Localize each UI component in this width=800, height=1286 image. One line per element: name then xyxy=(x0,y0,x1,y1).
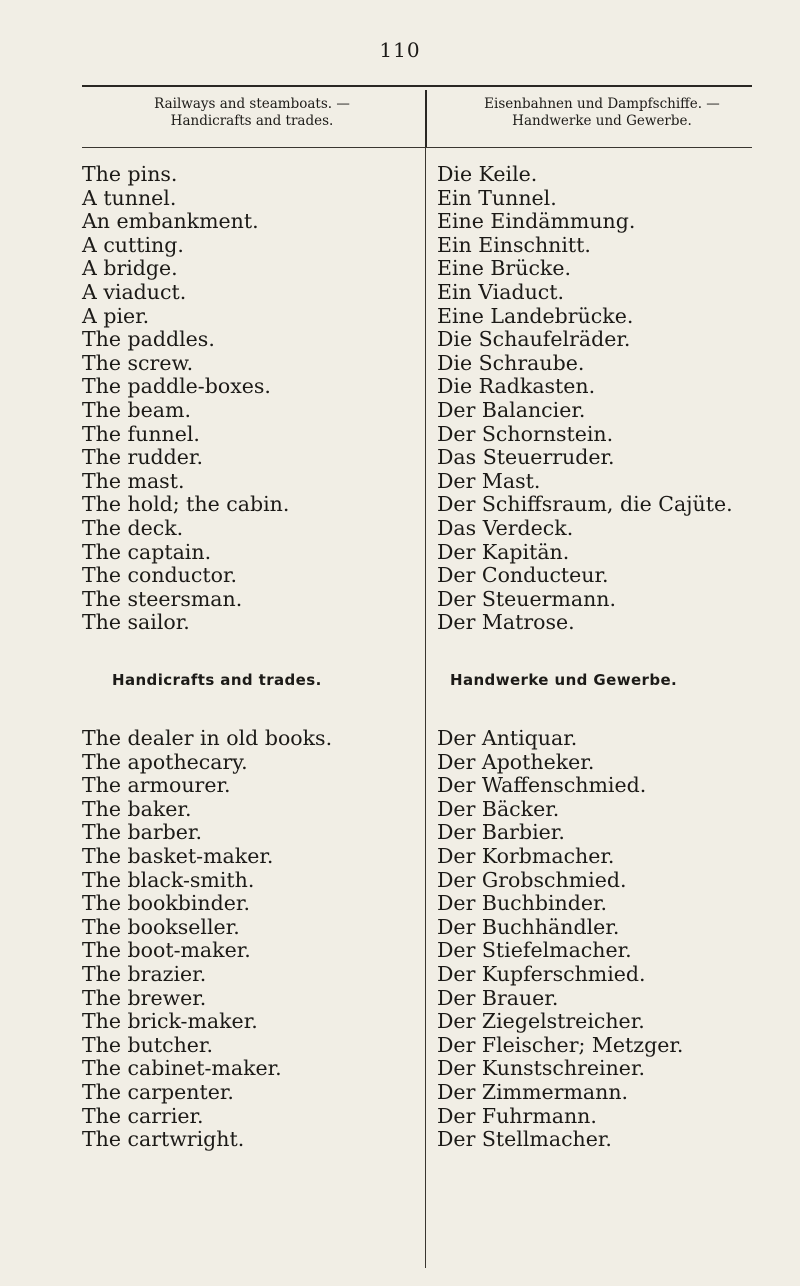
german-term: Der Schiffsraum, die Cajüte. xyxy=(437,492,733,517)
german-term: Der Bäcker. xyxy=(437,796,560,821)
header-divider xyxy=(425,90,427,148)
german-term: Der Grobschmied. xyxy=(437,867,627,892)
english-term: The armourer. xyxy=(82,773,231,798)
german-term: Eine Landebrücke. xyxy=(437,303,634,328)
english-term: The baker. xyxy=(82,796,192,821)
running-header-english xyxy=(82,96,422,130)
german-term: Der Buchbinder. xyxy=(437,891,608,916)
english-term: The cartwright. xyxy=(82,1127,245,1152)
english-term: The beam. xyxy=(82,398,191,422)
english-term: An embankment. xyxy=(82,209,259,234)
english-term: The pins. xyxy=(82,162,178,186)
running-header-german xyxy=(432,96,772,130)
english-term: The steersman. xyxy=(82,586,243,611)
german-term: Der Steuermann. xyxy=(437,586,617,611)
top-rule xyxy=(82,85,752,87)
english-term: A bridge. xyxy=(82,256,178,281)
german-term: Die Radkasten. xyxy=(437,374,596,399)
english-term: The deck. xyxy=(82,516,184,540)
german-term: Die Schraube. xyxy=(437,350,585,375)
english-term: The captain. xyxy=(82,539,212,564)
german-term: Der Schornstein. xyxy=(437,421,614,446)
header-rule xyxy=(82,147,752,148)
german-term: Eine Brücke. xyxy=(437,256,571,281)
german-term: Der Barbier. xyxy=(437,820,565,845)
german-term: Der Antiquar. xyxy=(437,726,578,750)
english-term: A tunnel. xyxy=(82,185,177,210)
english-term: A pier. xyxy=(82,303,150,328)
english-term: The screw. xyxy=(82,350,194,375)
german-term: Der Conducteur. xyxy=(437,563,609,588)
german-term: Der Matrose. xyxy=(437,610,575,635)
german-term: Der Kapitän. xyxy=(437,539,570,564)
german-term: Der Waffenschmied. xyxy=(437,773,647,798)
german-term: Der Stiefelmacher. xyxy=(437,938,632,963)
german-term: Der Zimmermann. xyxy=(437,1080,629,1104)
german-term: Der Fleischer; Metzger. xyxy=(437,1032,684,1057)
english-term: The paddle-boxes. xyxy=(82,374,271,399)
column-divider xyxy=(425,148,426,1268)
english-term: The carpenter. xyxy=(82,1080,234,1104)
german-term: Der Balancier. xyxy=(437,398,586,422)
german-term: Der Kunstschreiner. xyxy=(437,1056,646,1081)
german-term: Ein Einschnitt. xyxy=(437,232,591,257)
english-term: The boot-maker. xyxy=(82,938,251,963)
header-right-line2: Handwerke und Gewerbe. xyxy=(512,113,692,129)
page-number: 110 xyxy=(379,38,421,62)
english-term: The hold; the cabin. xyxy=(82,492,290,517)
german-term: Der Apotheker. xyxy=(437,749,595,774)
english-term: The paddles. xyxy=(82,327,215,352)
english-term: A viaduct. xyxy=(82,280,187,304)
german-term: Der Ziegelstreicher. xyxy=(437,1009,645,1034)
english-term: The sailor. xyxy=(82,610,190,635)
section-heading-english: Handicrafts and trades. xyxy=(112,671,322,689)
english-term: The cabinet-maker. xyxy=(82,1056,282,1081)
english-term: The brazier. xyxy=(82,962,207,986)
english-term: The basket-maker. xyxy=(82,844,274,868)
english-term: The dealer in old books. xyxy=(82,726,333,750)
german-term: Die Schaufelräder. xyxy=(437,327,631,352)
german-term: Das Verdeck. xyxy=(437,516,574,540)
english-term: The brewer. xyxy=(82,985,207,1010)
english-term: The brick-maker. xyxy=(82,1009,258,1034)
german-term: Das Steuerruder. xyxy=(437,445,615,470)
english-term: The carrier. xyxy=(82,1103,204,1128)
english-term: The black-smith. xyxy=(82,867,255,892)
english-term: A cutting. xyxy=(82,232,184,257)
german-term: Ein Tunnel. xyxy=(437,185,557,210)
german-term: Der Buchhändler. xyxy=(437,914,620,939)
german-term: Die Keile. xyxy=(437,162,538,186)
header-left-line2: Handicrafts and trades. xyxy=(170,113,334,129)
german-term: Der Fuhrmann. xyxy=(437,1103,597,1128)
english-term: The bookseller. xyxy=(82,914,240,939)
header-left-line1: Railways and steamboats. — xyxy=(154,96,350,112)
german-term: Der Stellmacher. xyxy=(437,1127,612,1152)
german-term: Der Korbmacher. xyxy=(437,844,615,868)
english-term: The butcher. xyxy=(82,1032,213,1057)
english-term: The barber. xyxy=(82,820,202,845)
german-term: Der Kupferschmied. xyxy=(437,962,646,986)
english-term: The bookbinder. xyxy=(82,891,250,916)
german-term: Der Mast. xyxy=(437,468,541,493)
german-term: Ein Viaduct. xyxy=(437,280,565,304)
section-heading-german: Handwerke und Gewerbe. xyxy=(450,671,678,689)
header-right-line1: Eisenbahnen und Dampfschiffe. — xyxy=(484,96,720,112)
english-term: The funnel. xyxy=(82,421,200,446)
english-term: The rudder. xyxy=(82,445,203,470)
english-term: The conductor. xyxy=(82,563,238,588)
german-term: Der Brauer. xyxy=(437,985,559,1010)
english-term: The apothecary. xyxy=(82,749,248,774)
english-term: The mast. xyxy=(82,468,185,493)
german-term: Eine Eindämmung. xyxy=(437,209,636,234)
